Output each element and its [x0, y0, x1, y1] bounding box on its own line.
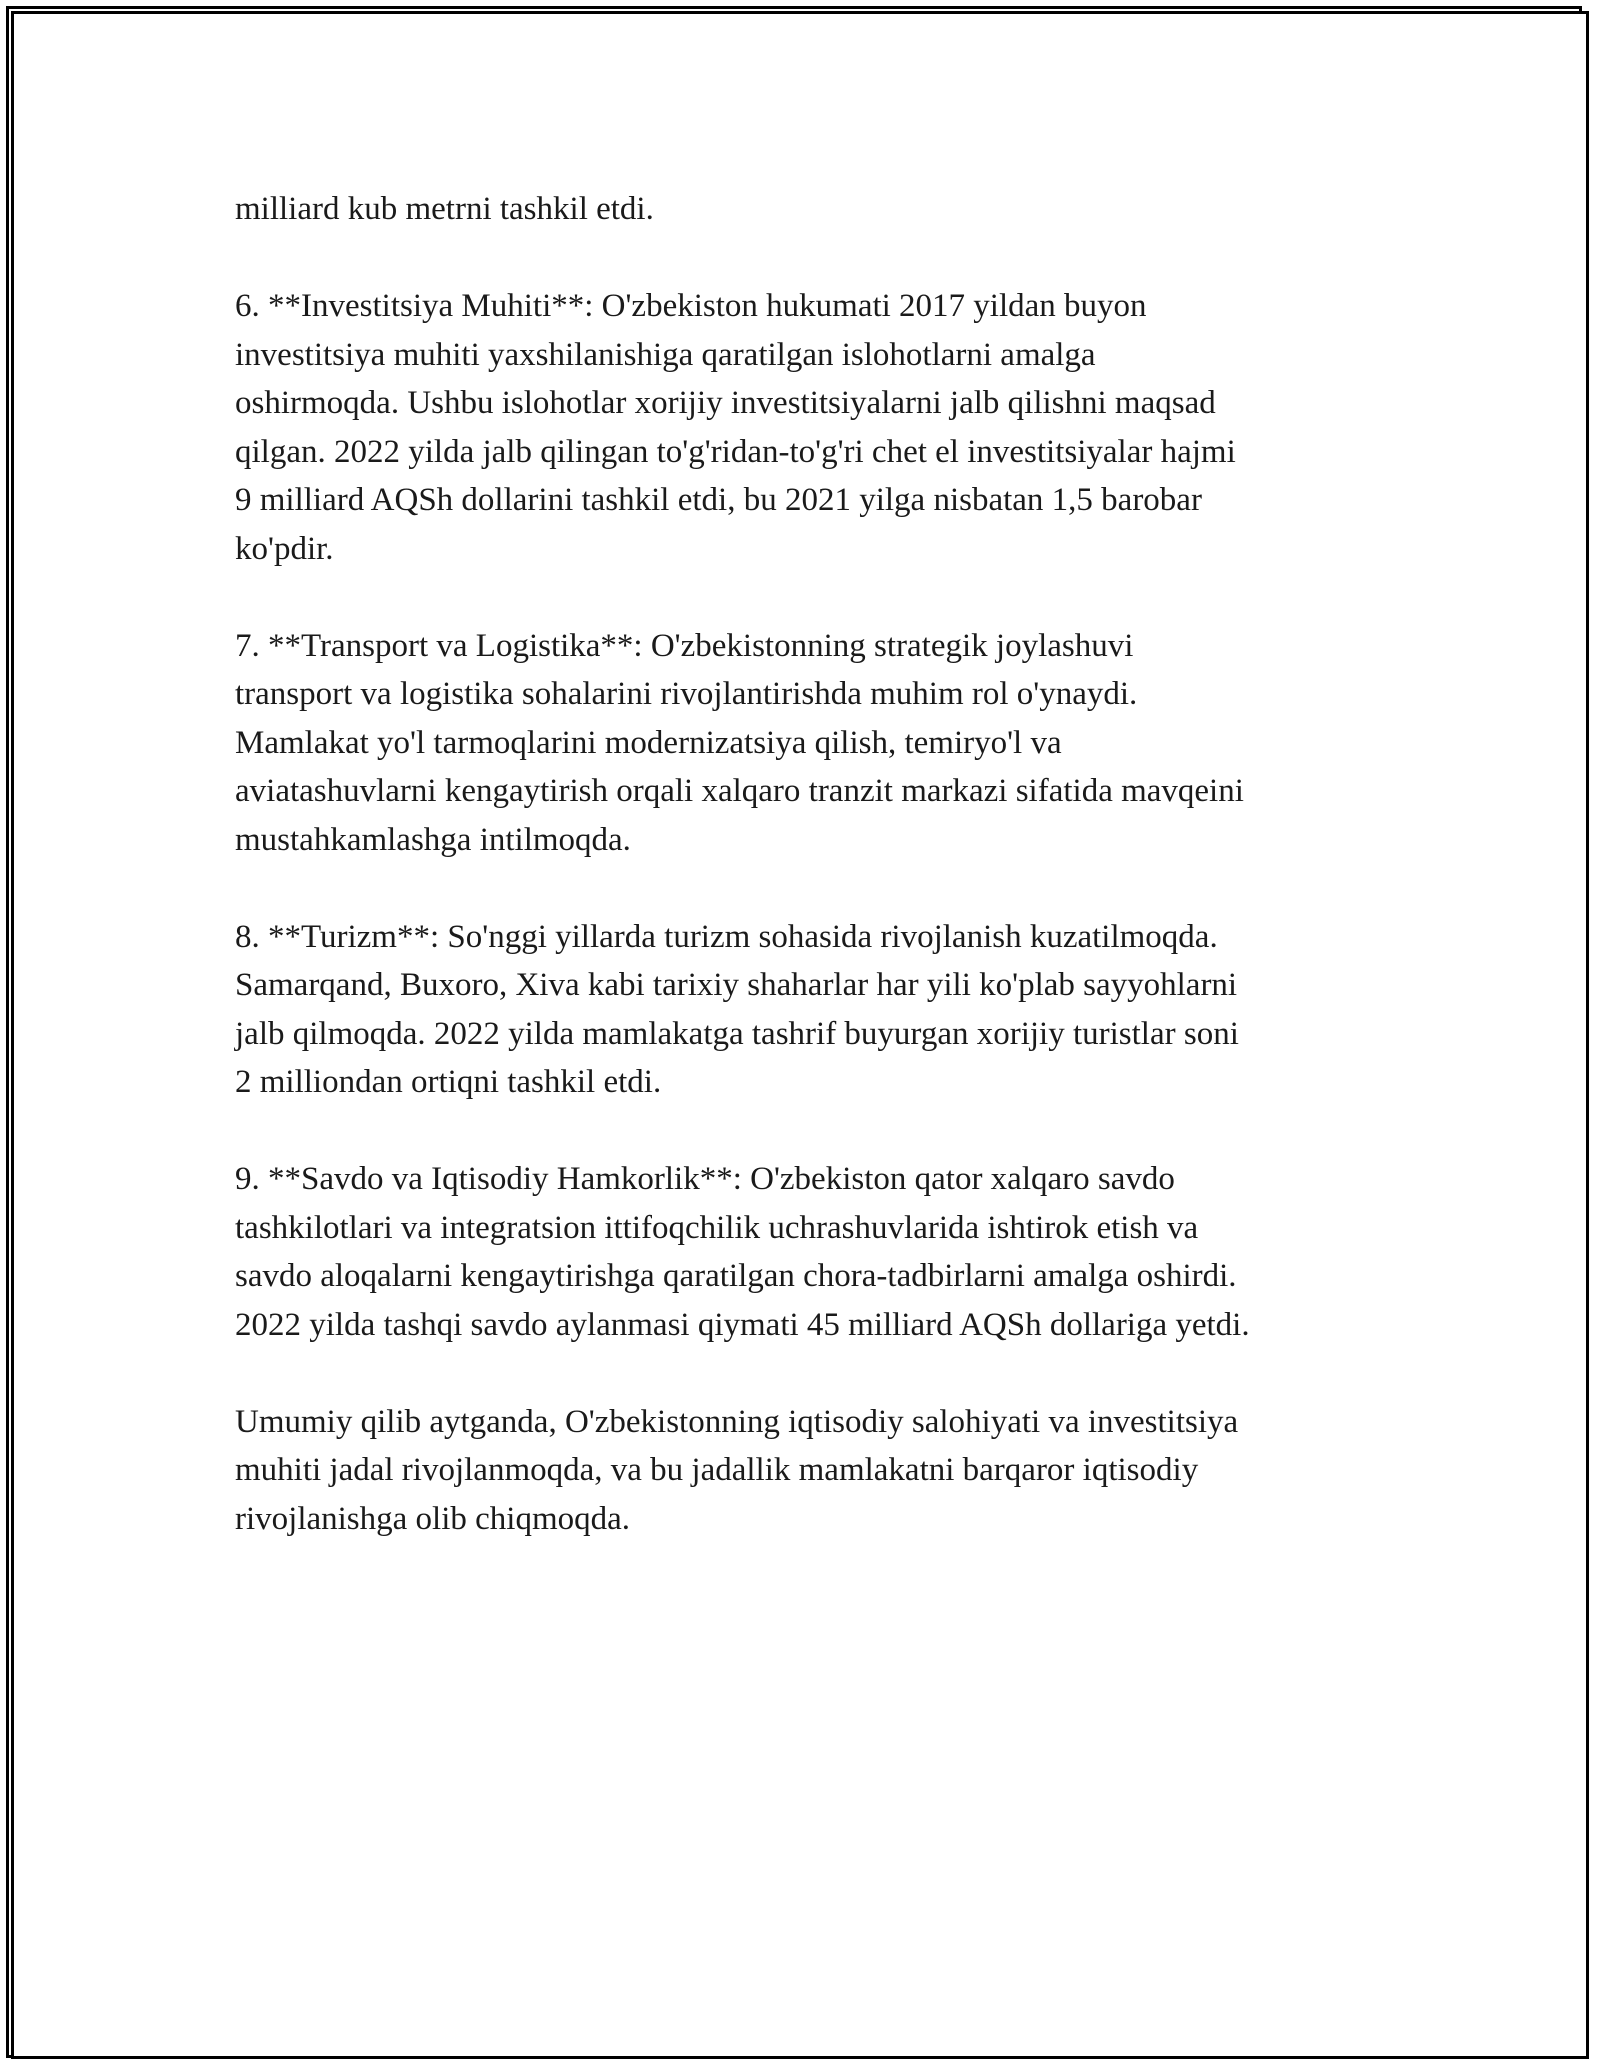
paragraph-transport-logistics: 7. **Transport va Logistika**: O'zbekistonning strategik joylashuvi transport va logistika sohalarini rivojlantirishda muhim rol o'ynaydi. Mamlakat yo'l tarmoqlarini modernizatsiya qilish, temiryo'l va aviatashuvlarni kengaytirish orqali xalqaro tranzit markazi sifatida mavqeini mustahkamlashga intilmoqda.	[235, 627, 1244, 858]
document-body	[235, 185, 1395, 1592]
paragraph-trade-cooperation: 9. **Savdo va Iqtisodiy Hamkorlik**: O'zbekiston qator xalqaro savdo tashkilotlari va integratsion ittifoqchilik uchrashuvlarida ishtirok etish va savdo aloqalarni kengaytirishga qaratilgan chora-tadbirlarni amalga oshirdi. 2022 yilda tashqi savdo aylanmasi qiymati 45 milliard AQSh dollariga yetdi.	[235, 1161, 1250, 1343]
paragraph-conclusion: Umumiy qilib aytganda, O'zbekistonning iqtisodiy salohiyati va investitsiya muhiti jadal rivojlanmoqda, va bu jadallik mamlakatni barqaror iqtisodiy rivojlanishga olib chiqmoqda.	[235, 1403, 1239, 1537]
paragraph-investment-climate: 6. **Investitsiya Muhiti**: O'zbekiston hukumati 2017 yildan buyon investitsiya muhiti yaxshilanishiga qaratilgan islohotlarni amalga oshirmoqda. Ushbu islohotlar xorijiy investitsiyalarni jalb qilishni maqsad qilgan. 2022 yilda jalb qilingan to'g'ridan-to'g'ri chet el investitsiyalar hajmi 9 milliard AQSh dollarini tashkil etdi, bu 2021 yilga nisbatan 1,5 barobar ko'pdir.	[235, 288, 1236, 567]
paragraph-tourism: 8. **Turizm**: So'nggi yillarda turizm sohasida rivojlanish kuzatilmoqda. Samarqand, Buxoro, Xiva kabi tarixiy shaharlar har yili ko'plab sayyohlarni jalb qilmoqda. 2022 yilda mamlakatga tashrif buyurgan xorijiy turistlar soni 2 milliondan ortiqni tashkil etdi.	[235, 918, 1239, 1100]
paragraph-continuation: milliard kub metrni tashkil etdi.	[235, 191, 654, 227]
